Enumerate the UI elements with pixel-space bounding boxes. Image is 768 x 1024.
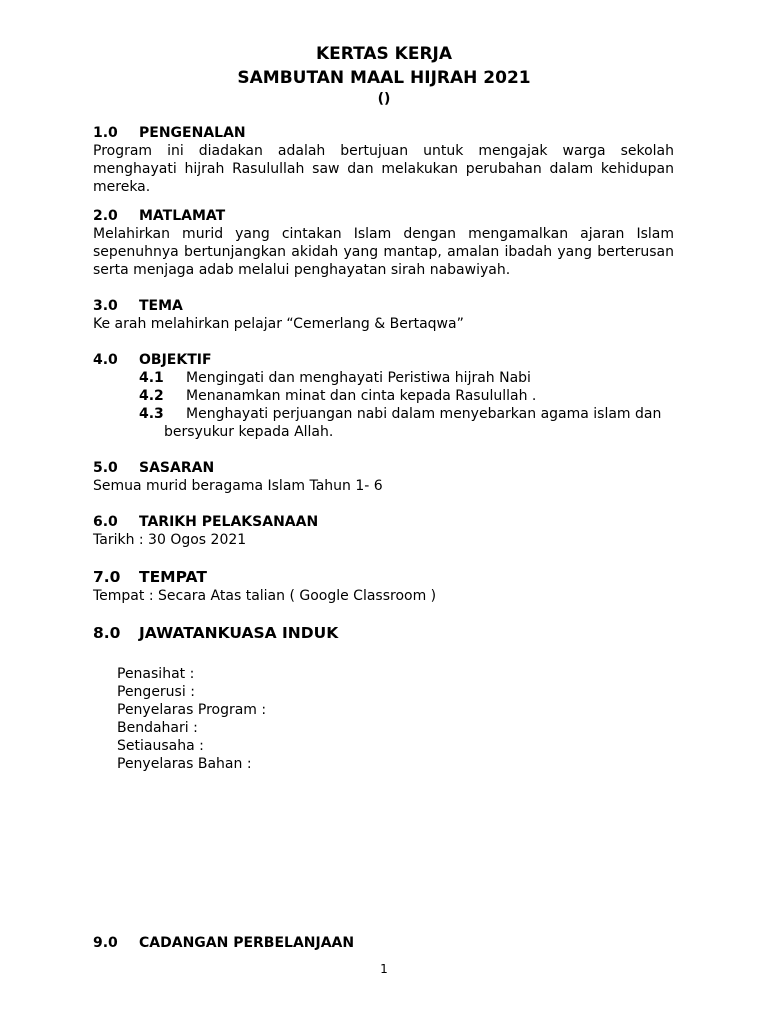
section-heading-sasaran [93, 459, 674, 477]
title-block [0, 42, 768, 108]
section-title: PENGENALAN [139, 125, 246, 141]
section-body-matlamat [93, 225, 674, 279]
section-text: Tarikh : 30 Ogos 2021 [93, 532, 247, 548]
section-text: Program ini diadakan adalah bertujuan untuk mengajak warga sekolah menghayati hijrah Rasulullah saw dan melakukan perubahan dalam kehidupan mereka. [93, 143, 674, 195]
section-number: 8.0 [93, 624, 121, 642]
section-text: Ke arah melahirkan pelajar “Cemerlang & Bertaqwa” [93, 316, 464, 332]
section-title: TEMPAT [139, 568, 207, 586]
section-body-tarikh [93, 531, 674, 549]
title-line-3: () [377, 91, 391, 107]
section-perbelanjaan [93, 934, 674, 952]
section-number: 5.0 [93, 460, 118, 476]
section-text: Semua murid beragama Islam Tahun 1- 6 [93, 478, 383, 494]
committee-role: Pengerusi : [117, 684, 195, 700]
objective-item [139, 405, 674, 423]
objective-number: 4.1 [139, 370, 164, 386]
section-text: Tempat : Secara Atas talian ( Google Classroom ) [93, 588, 437, 604]
objective-text: Menanamkan minat dan cinta kepada Rasulullah . [186, 388, 537, 404]
section-number: 2.0 [93, 208, 118, 224]
section-heading-tempat [93, 567, 674, 587]
section-number: 1.0 [93, 125, 118, 141]
section-heading-matlamat [93, 207, 674, 225]
section-title: MATLAMAT [139, 208, 226, 224]
section-title: TARIKH PELAKSANAAN [139, 514, 319, 530]
objective-text-continuation: bersyukur kepada Allah. [164, 424, 334, 440]
section-number: 9.0 [93, 935, 118, 951]
section-heading-perbelanjaan [93, 934, 674, 952]
committee-role: Setiausaha : [117, 738, 204, 754]
title-line-1: KERTAS KERJA [315, 44, 453, 64]
section-number: 6.0 [93, 514, 118, 530]
section-body-tempat [93, 587, 674, 605]
title-line-2: SAMBUTAN MAAL HIJRAH 2021 [237, 68, 531, 88]
document-body [93, 124, 674, 773]
committee-role: Penasihat : [117, 666, 195, 682]
objective-item [139, 369, 674, 387]
section-number: 4.0 [93, 352, 118, 368]
section-title: CADANGAN PERBELANJAAN [139, 935, 355, 951]
page-number: 1 [380, 962, 388, 976]
section-title: OBJEKTIF [139, 352, 212, 368]
section-heading-jawatankuasa [93, 623, 674, 643]
objective-text: Menghayati perjuangan nabi dalam menyebarkan agama islam dan [186, 406, 662, 422]
section-heading-objektif [93, 351, 674, 369]
committee-role: Penyelaras Bahan : [117, 756, 252, 772]
section-text: Melahirkan murid yang cintakan Islam dengan mengamalkan ajaran Islam sepenuhnya bertunjangkan akidah yang mantap, amalan ibadah yang berterusan serta menjaga adab melalui penghayatan sirah nabawiyah. [93, 226, 674, 278]
committee-role: Bendahari : [117, 720, 198, 736]
objective-number: 4.2 [139, 388, 164, 404]
section-heading-pengenalan [93, 124, 674, 142]
section-body-pengenalan [93, 142, 674, 196]
committee-list [117, 665, 674, 773]
objective-number: 4.3 [139, 406, 164, 422]
section-number: 3.0 [93, 298, 118, 314]
committee-role: Penyelaras Program : [117, 702, 267, 718]
objective-text: Mengingati dan menghayati Peristiwa hijrah Nabi [186, 370, 531, 386]
objective-item [139, 387, 674, 405]
section-title: JAWATANKUASA INDUK [139, 624, 339, 642]
section-title: TEMA [139, 298, 183, 314]
section-heading-tema [93, 297, 674, 315]
section-title: SASARAN [139, 460, 215, 476]
section-heading-tarikh [93, 513, 674, 531]
section-number: 7.0 [93, 568, 121, 586]
section-body-sasaran [93, 477, 674, 495]
section-body-tema [93, 315, 674, 333]
